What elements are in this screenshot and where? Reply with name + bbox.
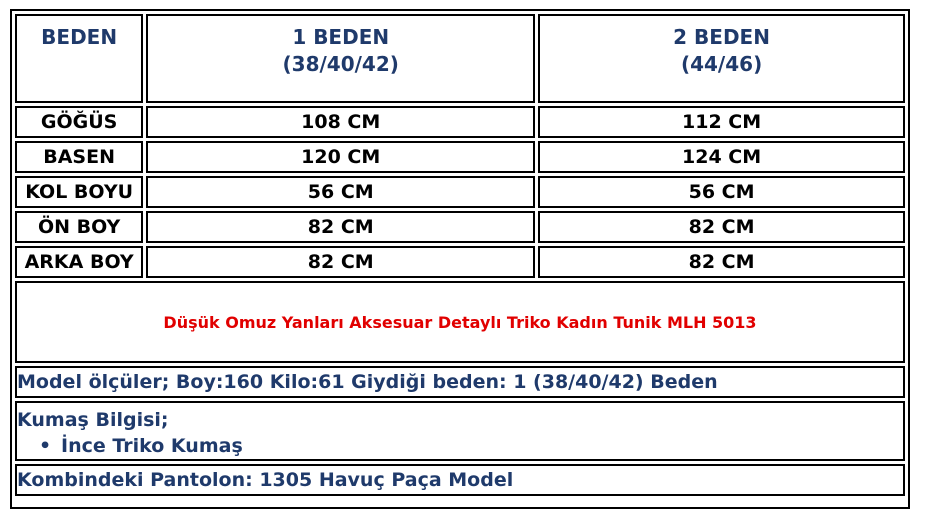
fabric-info-row [15,401,905,461]
row-label: KOL BOYU [15,176,143,208]
header-size-1-range: (38/40/42) [282,52,399,76]
header-size-1 [146,14,535,103]
combination-row [15,464,905,496]
size-chart-table [12,11,908,499]
header-size-1-name: 1 BEDEN [292,25,390,49]
row-label: BASEN [15,141,143,173]
fabric-title: Kumaş Bilgisi; [17,409,169,431]
table-row [15,141,905,173]
table-row [15,246,905,278]
row-size-1-value: 120 CM [146,141,535,173]
row-size-1-value: 108 CM [146,106,535,138]
table-row [15,176,905,208]
fabric-item: İnce Triko Kumaş [61,435,243,457]
row-size-1-value: 82 CM [146,246,535,278]
bullet-icon: • [39,435,52,457]
list-item [17,433,903,459]
header-size-2 [538,14,905,103]
table-row [15,211,905,243]
model-info-row [15,366,905,398]
combination-info: Kombindeki Pantolon: 1305 Havuç Paça Model [15,464,905,496]
product-title: Düşük Omuz Yanları Aksesuar Detaylı Triko Kadın Tunik MLH 5013 [15,281,905,363]
header-row [15,14,905,103]
row-size-1-value: 82 CM [146,211,535,243]
row-size-2-value: 112 CM [538,106,905,138]
row-size-2-value: 82 CM [538,211,905,243]
row-label: GÖĞÜS [15,106,143,138]
fabric-info [15,401,905,461]
row-label: ÖN BOY [15,211,143,243]
row-label: ARKA BOY [15,246,143,278]
header-beden: BEDEN [15,14,143,103]
row-size-2-value: 56 CM [538,176,905,208]
table-row [15,106,905,138]
model-info: Model ölçüler; Boy:160 Kilo:61 Giydiği beden: 1 (38/40/42) Beden [15,366,905,398]
row-size-2-value: 124 CM [538,141,905,173]
row-size-2-value: 82 CM [538,246,905,278]
header-size-2-name: 2 BEDEN [673,25,770,49]
product-title-row [15,281,905,363]
header-size-2-range: (44/46) [680,52,763,76]
row-size-1-value: 56 CM [146,176,535,208]
